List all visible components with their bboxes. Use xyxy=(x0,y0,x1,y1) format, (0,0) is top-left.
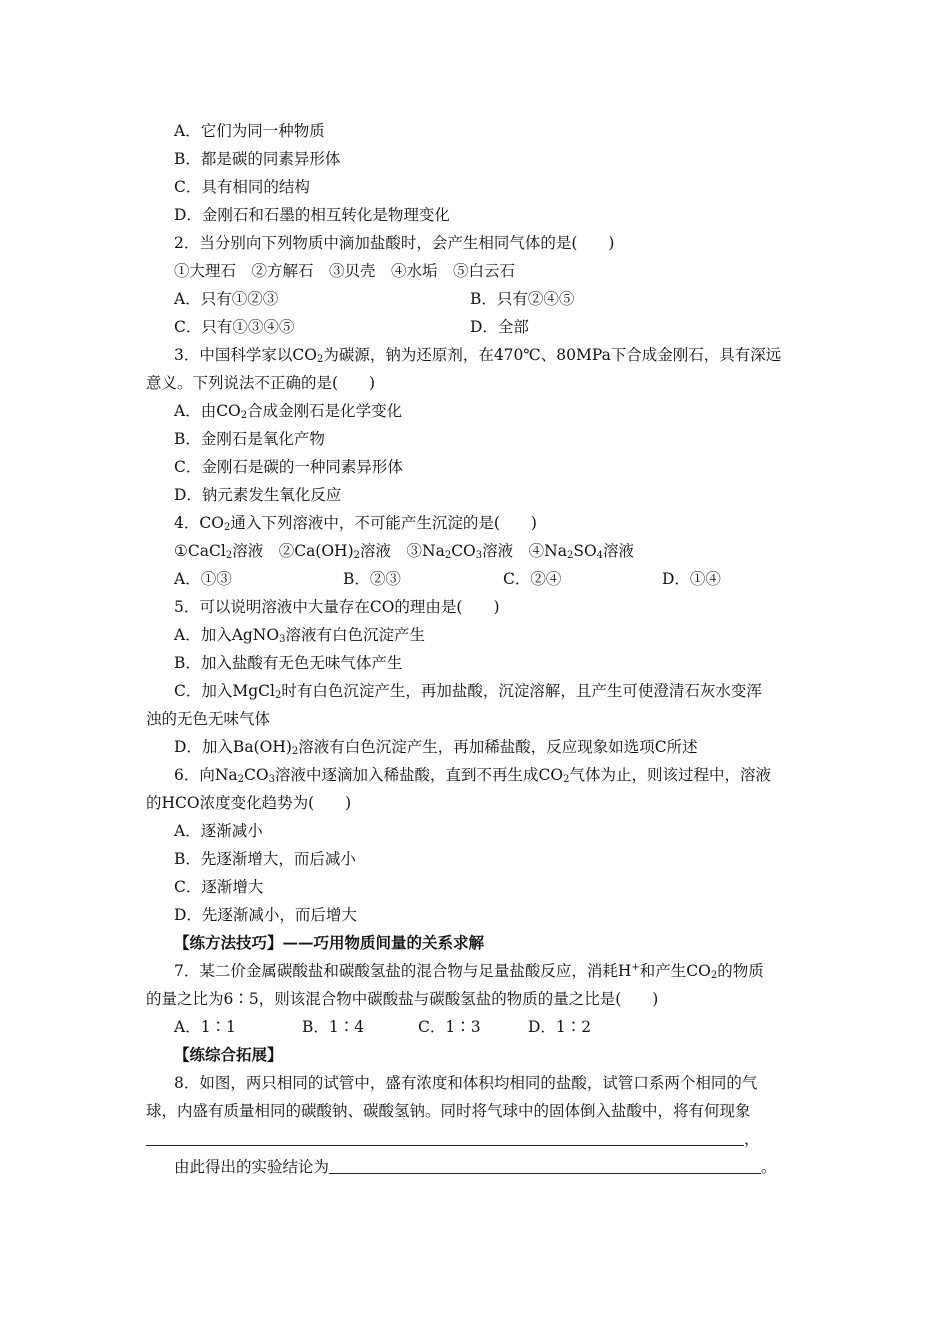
q6-option-a: A．逐渐减小 xyxy=(174,822,263,840)
q6-stem-line2: 的HCO浓度变化趋势为( ) xyxy=(146,794,352,812)
q6-option-d: D．先逐渐减小，而后增大 xyxy=(174,906,357,924)
q6-stem-line1: 6．向$Na_2CO_3$溶液中逐滴加入稀盐酸，直到不再生成$CO_2$气体为止，则该过程中，溶液 xyxy=(174,766,771,785)
q1-option-b: B．都是碳的同素异形体 xyxy=(174,150,341,168)
section-heading-extension: 【练综合拓展】 xyxy=(174,1045,283,1064)
q5-option-c-line1: C．加入MgCl$_2$时有白色沉淀产生，再加盐酸，沉淀溶解，且产生可使澄清石灰水变浑 xyxy=(174,682,762,701)
q7-stem-line1: 7．某二价金属碳酸盐和碳酸氢盐的混合物与足量盐酸反应，消耗H+和产生$CO_2$的物质 xyxy=(174,962,764,981)
q8-stem-line1: 8．如图，两只相同的试管中，盛有浓度和体积均相同的盐酸，试管口系两个相同的气 xyxy=(174,1074,758,1092)
q3-option-a: A．由$CO_2$合成金刚石是化学变化 xyxy=(174,402,403,421)
q4-items: ①CaCl$_2$溶液 $②Ca(OH)_2$溶液 $③Na_2CO_3$溶液 $④Na_2SO_4$溶液 xyxy=(174,542,635,561)
q7-option-b: B．1∶4 xyxy=(302,1018,365,1036)
q7-stem-line2: 的量之比为6∶5，则该混合物中碳酸盐与碳酸氢盐的物质的量之比是( ) xyxy=(146,990,659,1008)
q8-conclusion: 由此得出的实验结论为 。 xyxy=(174,1158,777,1176)
q2-option-b: B．只有②④⑤ xyxy=(470,290,575,308)
q3-option-c: C．金刚石是碳的一种同素异形体 xyxy=(174,458,403,476)
q7-option-a: A．1∶1 xyxy=(174,1018,236,1036)
q2-option-c: C．只有①③④⑤ xyxy=(174,318,295,336)
q2-items: ①大理石 ②方解石 ③贝壳 ④水垢 ⑤白云石 xyxy=(174,262,516,280)
q3-option-b: B．金刚石是氧化产物 xyxy=(174,430,325,448)
q2-stem: 2．当分别向下列物质中滴加盐酸时，会产生相同气体的是( ) xyxy=(174,234,615,252)
q4-option-a: A．①③ xyxy=(174,570,232,588)
q8-stem-line2: 球，内盛有质量相同的碳酸钠、碳酸氢钠。同时将气球中的固体倒入盐酸中，将有何现象 xyxy=(146,1102,751,1120)
conclusion-underline[interactable] xyxy=(329,1157,761,1174)
q4-option-d: D．①④ xyxy=(662,570,721,588)
q2-option-d: D．全部 xyxy=(470,318,529,336)
q5-stem: 5．可以说明溶液中大量存在CO的理由是( ) xyxy=(174,598,500,616)
q2-option-a: A．只有①②③ xyxy=(174,290,279,308)
q6-option-c: C．逐渐增大 xyxy=(174,878,264,896)
q1-option-c: C．具有相同的结构 xyxy=(174,178,310,196)
q7-option-d: D．1∶2 xyxy=(528,1018,592,1036)
q3-stem-line2: 意义。下列说法不正确的是( ) xyxy=(146,374,376,392)
q4-option-c: C．②④ xyxy=(503,570,562,588)
q5-option-a: A．加入AgNO$_3$溶液有白色沉淀产生 xyxy=(174,626,425,645)
q3-stem-line1: 3．中国科学家以$CO_2$为碳源，钠为还原剂，在470℃、80MPa下合成金刚石，具有深远 xyxy=(174,346,782,365)
q4-option-b: B．②③ xyxy=(343,570,401,588)
q6-option-b: B．先逐渐增大，而后减小 xyxy=(174,850,356,868)
q1-option-d: D．金刚石和石墨的相互转化是物理变化 xyxy=(174,206,450,224)
q5-option-b: B．加入盐酸有无色无味气体产生 xyxy=(174,654,403,672)
q5-option-d: D．加入$Ba(OH)_2$溶液有白色沉淀产生，再加稀盐酸，反应现象如选项C所述 xyxy=(174,738,698,757)
q4-stem: 4．$CO_2$通入下列溶液中，不可能产生沉淀的是( ) xyxy=(174,514,537,533)
q1-option-a: A．它们为同一种物质 xyxy=(174,122,325,140)
answer-underline[interactable] xyxy=(146,1129,744,1146)
section-heading-methods: 【练方法技巧】——巧用物质间量的关系求解 xyxy=(174,933,485,952)
q3-option-d: D．钠元素发生氧化反应 xyxy=(174,486,342,504)
q7-option-c: C．1∶3 xyxy=(418,1018,481,1036)
q5-option-c-line2: 浊的无色无味气体 xyxy=(146,710,271,728)
q8-answer-blank-1: ， xyxy=(146,1129,760,1149)
